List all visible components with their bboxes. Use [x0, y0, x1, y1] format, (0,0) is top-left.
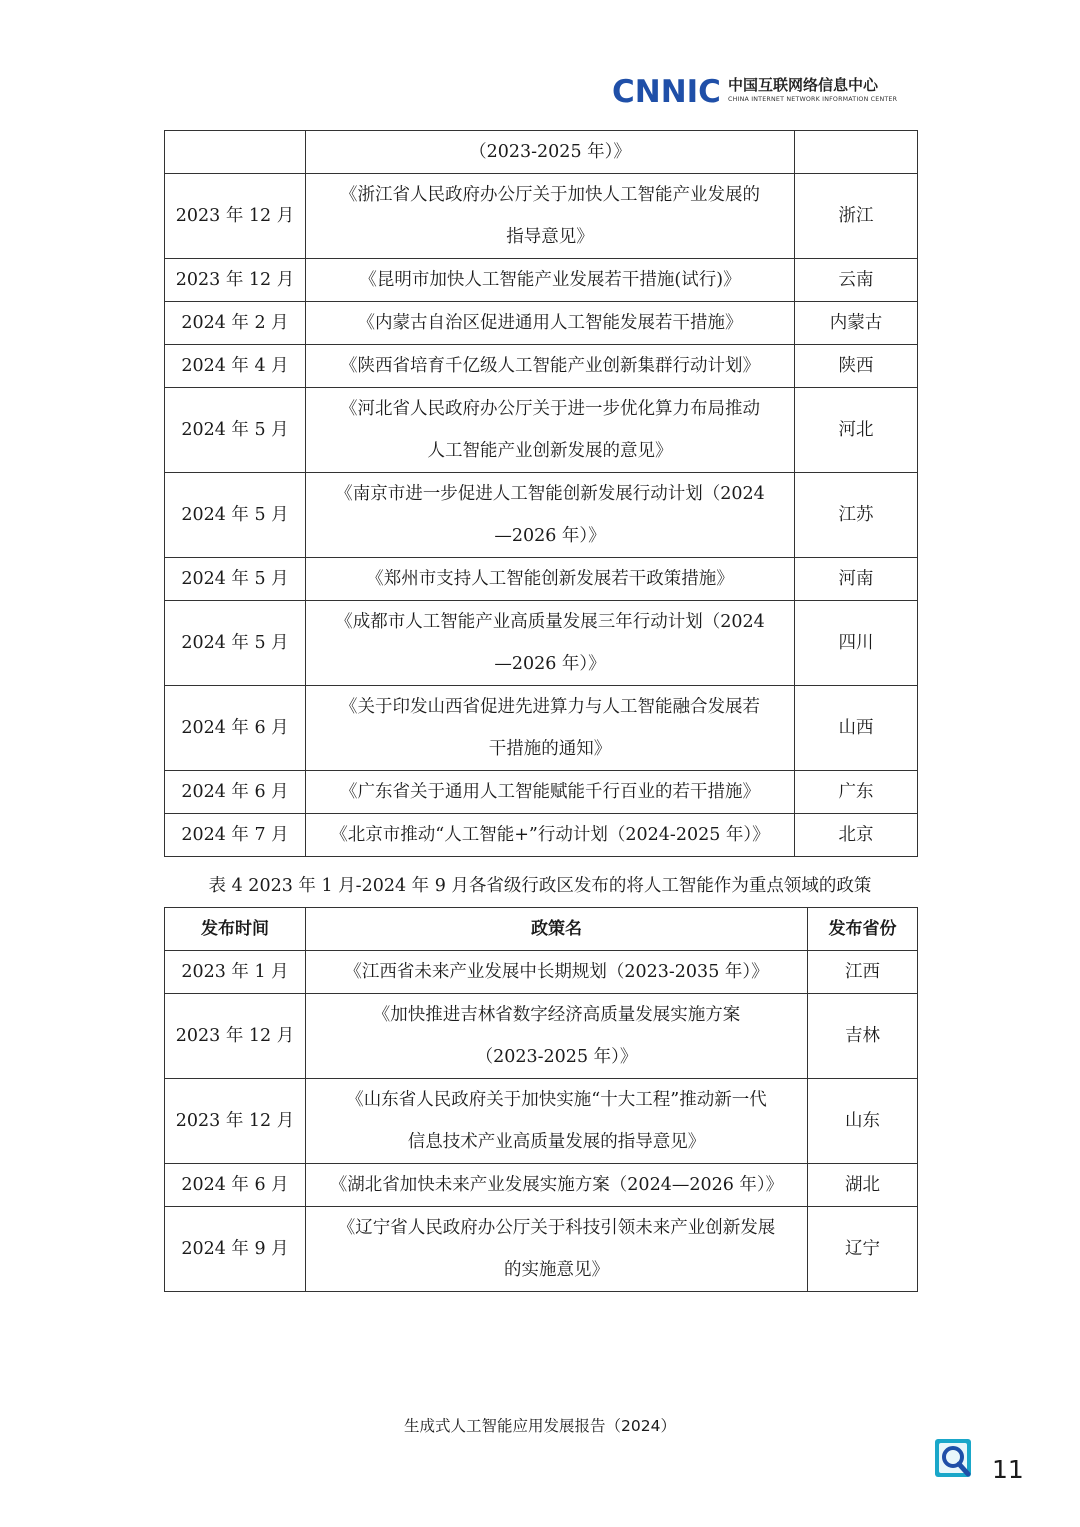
policy-cell — [306, 388, 795, 473]
policy-cell — [306, 1164, 808, 1207]
table-caption: 表 4 2023 年 1 月-2024 年 9 月各省级行政区发布的将人工智能作为重点领域的政策 — [208, 876, 872, 896]
province-cell: 内蒙古 — [795, 302, 918, 345]
date-cell: 2023 年 1 月 — [165, 951, 306, 994]
date-cell — [165, 131, 306, 174]
policy-cell — [306, 473, 795, 558]
policy-cell — [306, 814, 795, 857]
policy-line: 《山东省人民政府关于加快实施“十大工程”推动新一代 — [346, 1090, 767, 1110]
header-date: 发布时间 — [165, 908, 306, 951]
logo-mark: CNNIC — [612, 74, 721, 110]
table-row — [165, 686, 918, 771]
policy-line: 《南京市进一步促进人工智能创新发展行动计划（2024 — [335, 484, 765, 504]
policy-line: 《江西省未来产业发展中长期规划（2023-2035 年）》 — [344, 962, 769, 982]
report-title: 生成式人工智能应用发展报告（2024） — [404, 1417, 676, 1435]
policy-cell — [306, 131, 795, 174]
policy-cell — [306, 951, 808, 994]
policy-cell — [306, 601, 795, 686]
policy-line: 《河北省人民政府办公厅关于进一步优化算力布局推动 — [340, 399, 760, 419]
table-row — [165, 302, 918, 345]
date-cell: 2023 年 12 月 — [165, 174, 306, 259]
table-row — [165, 771, 918, 814]
policy-line: 《成都市人工智能产业高质量发展三年行动计划（2024 — [335, 612, 765, 632]
date-cell: 2023 年 12 月 — [165, 259, 306, 302]
date-cell: 2024 年 6 月 — [165, 686, 306, 771]
policy-cell — [306, 259, 795, 302]
province-cell: 河南 — [795, 558, 918, 601]
province-cell: 四川 — [795, 601, 918, 686]
date-cell: 2024 年 6 月 — [165, 771, 306, 814]
table-header-row — [165, 908, 918, 951]
policy-table-4 — [164, 907, 918, 1292]
policy-line: 《郑州市支持人工智能创新发展若干政策措施》 — [366, 569, 734, 589]
header-province: 发布省份 — [808, 908, 918, 951]
policy-line: 《昆明市加快人工智能产业发展若干措施(试行)》 — [359, 270, 741, 290]
header-policy: 政策名 — [306, 908, 808, 951]
province-cell: 浙江 — [795, 174, 918, 259]
policy-cell — [306, 686, 795, 771]
magnifier-logo-icon — [934, 1438, 974, 1480]
table-row — [165, 1164, 918, 1207]
page-number: 11 — [992, 1455, 1024, 1484]
policy-line: 指导意见》 — [506, 227, 594, 247]
date-cell: 2024 年 5 月 — [165, 558, 306, 601]
date-cell: 2024 年 6 月 — [165, 1164, 306, 1207]
date-cell: 2024 年 4 月 — [165, 345, 306, 388]
date-cell: 2024 年 5 月 — [165, 601, 306, 686]
policy-line: 《辽宁省人民政府办公厅关于科技引领未来产业创新发展 — [337, 1218, 776, 1238]
logo-chinese-name: 中国互联网络信息中心 — [728, 76, 879, 94]
table-row — [165, 174, 918, 259]
policy-line: —2026 年）》 — [494, 654, 606, 674]
date-cell: 2023 年 12 月 — [165, 1079, 306, 1164]
policy-cell — [306, 994, 808, 1079]
province-cell: 山东 — [808, 1079, 918, 1164]
table-row — [165, 601, 918, 686]
policy-line: 信息技术产业高质量发展的指导意见》 — [407, 1132, 706, 1152]
date-cell: 2024 年 5 月 — [165, 388, 306, 473]
date-cell: 2024 年 9 月 — [165, 1207, 306, 1292]
policy-cell — [306, 174, 795, 259]
policy-cell — [306, 345, 795, 388]
policy-line: 人工智能产业创新发展的意见》 — [427, 441, 673, 461]
table-row — [165, 259, 918, 302]
policy-line: 的实施意见》 — [504, 1260, 609, 1280]
date-cell: 2024 年 5 月 — [165, 473, 306, 558]
policy-line: （2023-2025 年）》 — [469, 142, 631, 162]
table-row — [165, 558, 918, 601]
province-cell: 云南 — [795, 259, 918, 302]
table-row — [165, 814, 918, 857]
policy-table-continued — [164, 130, 918, 857]
policy-line: 《北京市推动“人工智能+”行动计划（2024-2025 年）》 — [330, 825, 770, 845]
policy-line: 《广东省关于通用人工智能赋能千行百业的若干措施》 — [340, 782, 760, 802]
province-cell: 江西 — [808, 951, 918, 994]
table-row — [165, 1207, 918, 1292]
policy-line: 《内蒙古自治区促进通用人工智能发展若干措施》 — [357, 313, 743, 333]
policy-cell — [306, 1079, 808, 1164]
table-row — [165, 473, 918, 558]
table-row — [165, 131, 918, 174]
table-row — [165, 1079, 918, 1164]
policy-cell — [306, 771, 795, 814]
policy-line: 干措施的通知》 — [488, 739, 612, 759]
policy-cell — [306, 1207, 808, 1292]
policy-cell — [306, 558, 795, 601]
date-cell: 2024 年 2 月 — [165, 302, 306, 345]
policy-line: —2026 年）》 — [494, 526, 606, 546]
province-cell: 吉林 — [808, 994, 918, 1079]
policy-line: 《湖北省加快未来产业发展实施方案（2024—2026 年）》 — [329, 1175, 784, 1195]
table-row — [165, 345, 918, 388]
province-cell: 湖北 — [808, 1164, 918, 1207]
policy-line: 《陕西省培育千亿级人工智能产业创新集群行动计划》 — [340, 356, 760, 376]
date-cell: 2024 年 7 月 — [165, 814, 306, 857]
province-cell — [795, 131, 918, 174]
province-cell: 山西 — [795, 686, 918, 771]
province-cell: 广东 — [795, 771, 918, 814]
province-cell: 辽宁 — [808, 1207, 918, 1292]
cnnic-logo — [612, 72, 918, 112]
policy-cell — [306, 302, 795, 345]
logo-english-name: CHINA INTERNET NETWORK INFORMATION CENTER — [728, 96, 898, 103]
province-cell: 江苏 — [795, 473, 918, 558]
policy-line: 《浙江省人民政府办公厅关于加快人工智能产业发展的 — [340, 185, 760, 205]
province-cell: 北京 — [795, 814, 918, 857]
table-row — [165, 994, 918, 1079]
table-row — [165, 388, 918, 473]
province-cell: 河北 — [795, 388, 918, 473]
policy-line: 《加快推进吉林省数字经济高质量发展实施方案 — [372, 1005, 741, 1025]
policy-line: 《关于印发山西省促进先进算力与人工智能融合发展若 — [340, 697, 760, 717]
date-cell: 2023 年 12 月 — [165, 994, 306, 1079]
table-row — [165, 951, 918, 994]
province-cell: 陕西 — [795, 345, 918, 388]
policy-line: （2023-2025 年）》 — [475, 1047, 638, 1067]
